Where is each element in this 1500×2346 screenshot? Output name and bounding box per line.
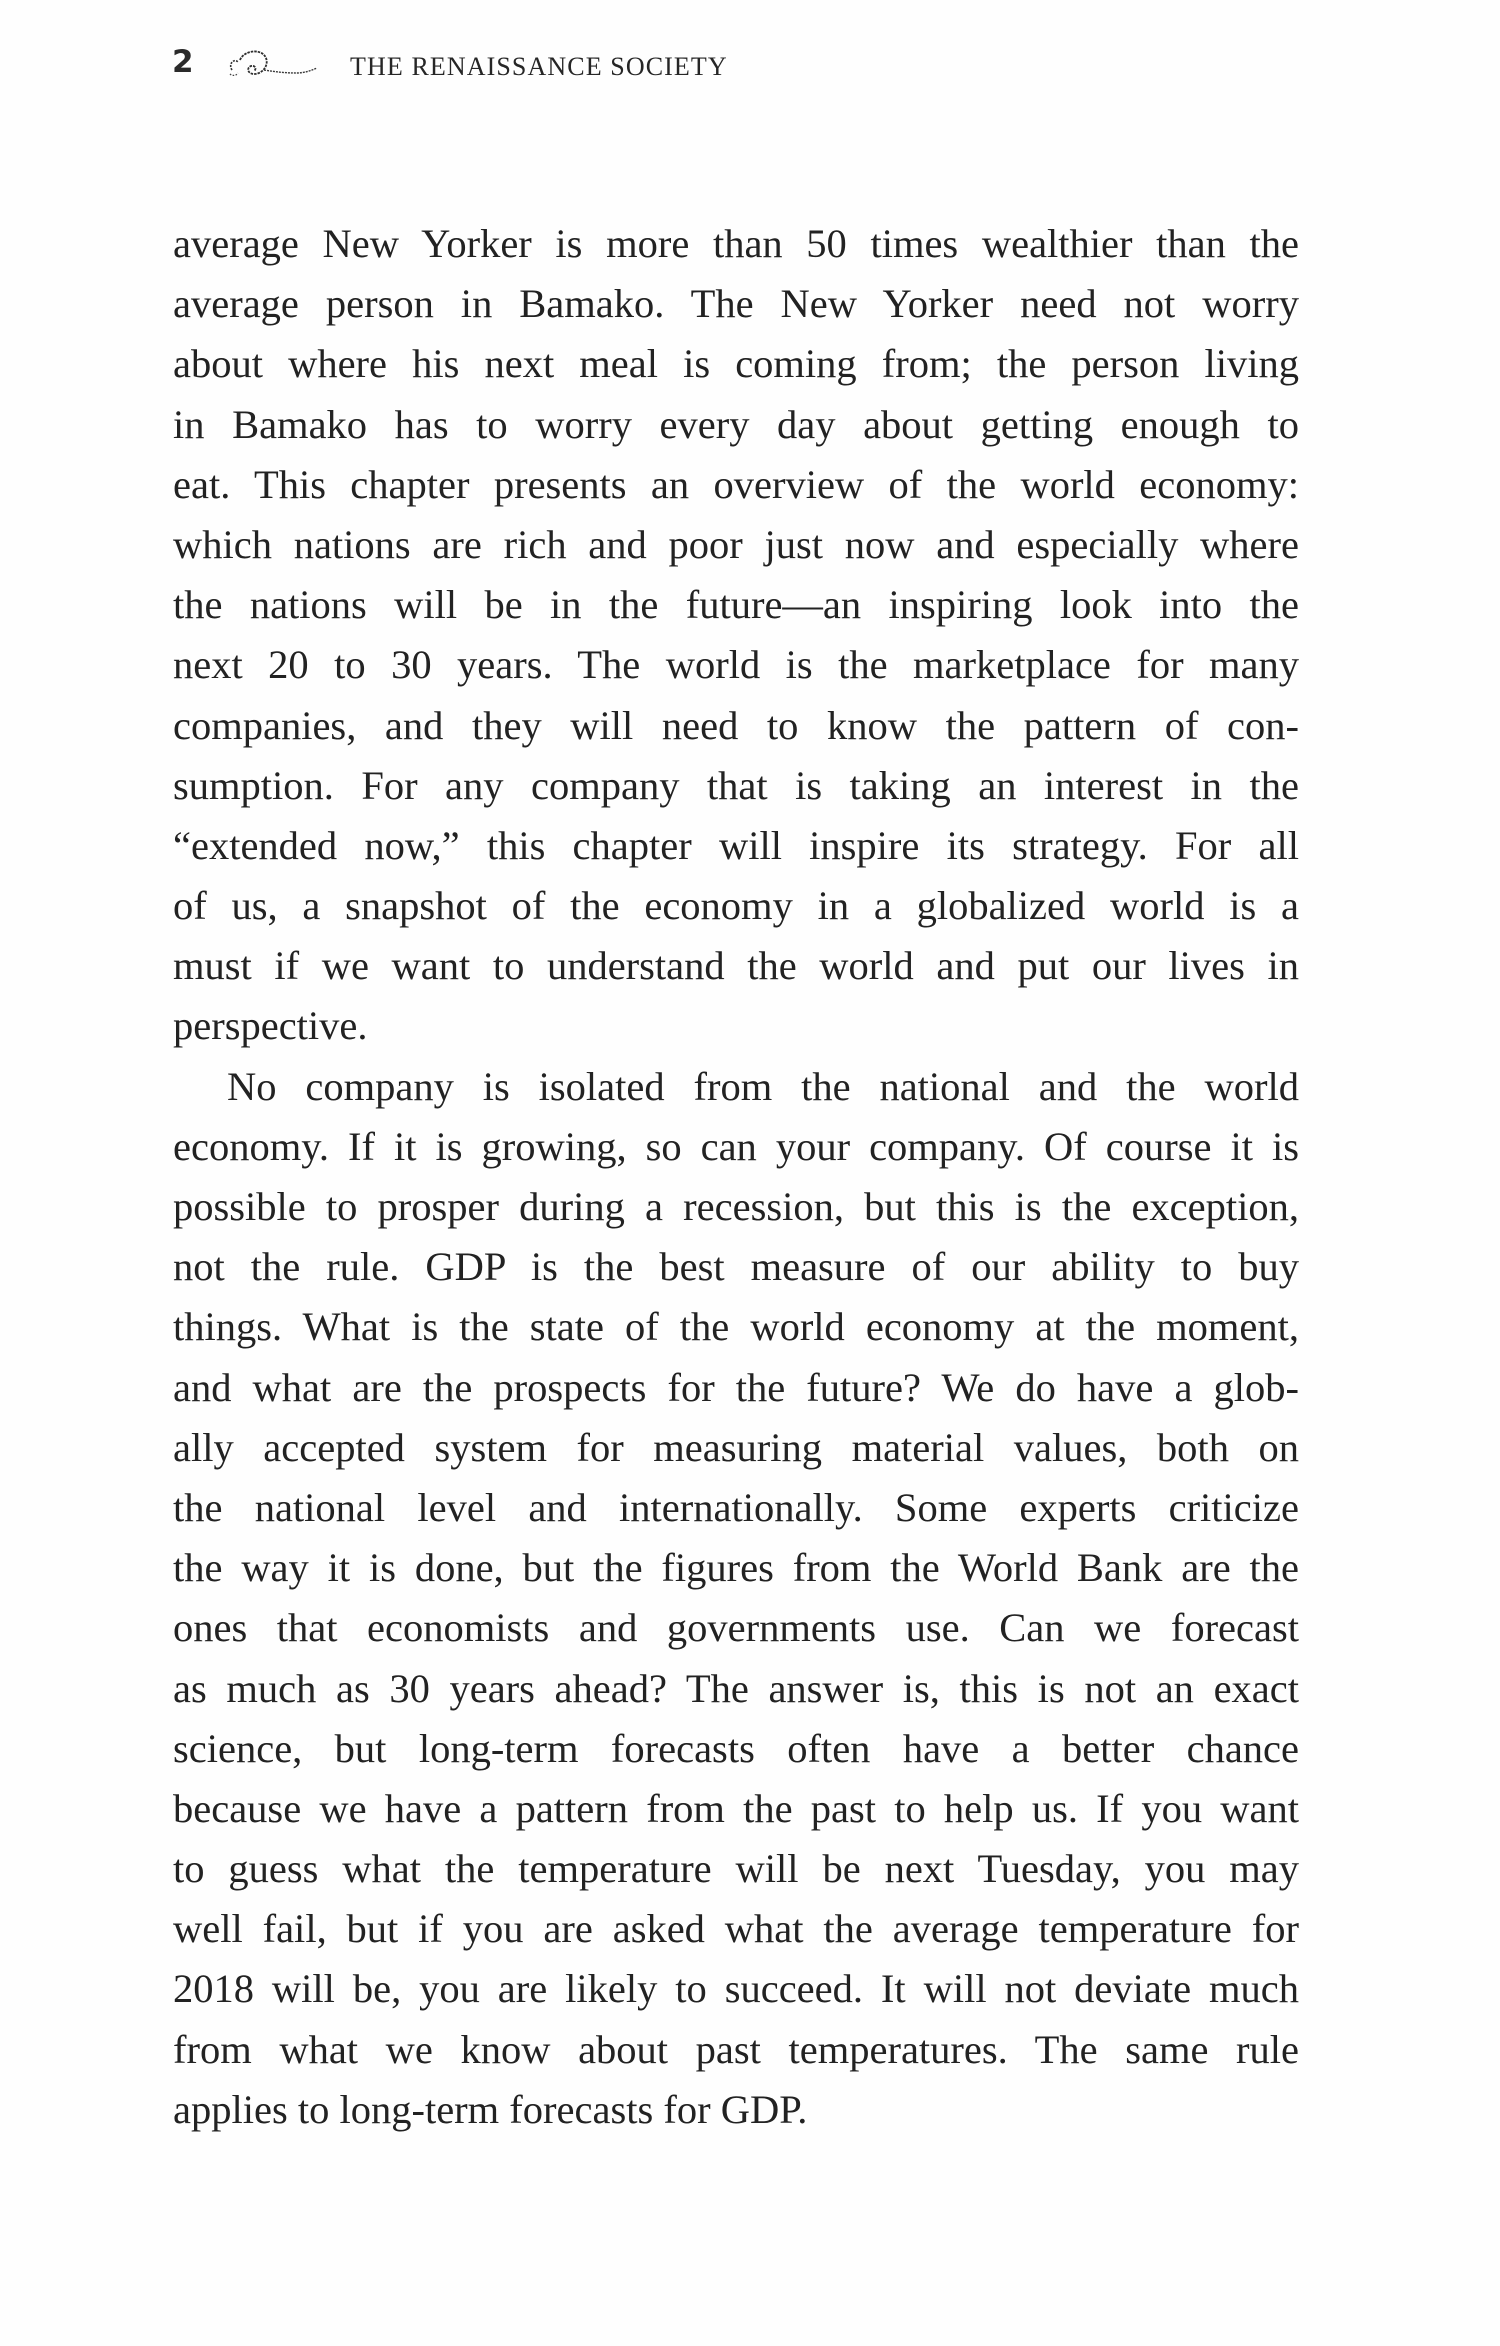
text-line: average New Yorker is more than 50 times wealthier than the — [173, 221, 1299, 266]
text-line: ones that economists and governments use. Can we forecast — [173, 1605, 1299, 1651]
book-title-running-head: THE RENAISSANCE SOCIETY — [350, 52, 728, 81]
text-line: which nations are rich and poor just now and especially where — [173, 521, 1299, 567]
text-line: applies to long-term forecasts for GDP. — [173, 2086, 808, 2132]
text-line: 2018 will be, you are likely to succeed. It will not deviate much — [173, 1966, 1299, 2012]
text-line: because we have a pattern from the past to help us. If you want — [173, 1785, 1299, 1831]
body-text — [173, 214, 1299, 2140]
text-line: well fail, but if you are asked what the average temperature for — [173, 1906, 1299, 1952]
text-line: next 20 to 30 years. The world is the marketplace for many — [173, 642, 1299, 688]
paragraph-1 — [173, 214, 1299, 1057]
text-line: possible to prosper during a recession, but this is the exception, — [173, 1184, 1299, 1229]
text-line: as much as 30 years ahead? The answer is, this is not an exact — [173, 1665, 1299, 1711]
running-head — [172, 42, 872, 92]
text-line: perspective. — [173, 1003, 368, 1049]
text-line: sumption. For any company that is taking an interest in the — [173, 762, 1299, 808]
text-line: ally accepted system for measuring material values, both on — [173, 1424, 1299, 1470]
text-line: average person in Bamako. The New Yorker need not worry — [173, 281, 1299, 327]
text-line: economy. If it is growing, so can your company. Of course it is — [173, 1123, 1299, 1169]
text-line: the way it is done, but the figures from the World Bank are the — [173, 1545, 1299, 1591]
text-line: eat. This chapter presents an overview of the world economy: — [173, 461, 1299, 507]
text-line: from what we know about past temperatures. The same rule — [173, 2026, 1299, 2072]
text-line: to guess what the temperature will be next Tuesday, you may — [173, 1846, 1299, 1892]
paragraph-2 — [173, 1057, 1299, 2140]
text-line: about where his next meal is coming from; the person living — [173, 341, 1299, 387]
text-line: must if we want to understand the world and put our lives in — [173, 943, 1299, 989]
text-line: of us, a snapshot of the economy in a globalized world is a — [173, 883, 1299, 929]
text-line: not the rule. GDP is the best measure of our ability to buy — [173, 1244, 1299, 1290]
text-line: the nations will be in the future—an inspiring look into the — [173, 582, 1299, 628]
text-line: in Bamako has to worry every day about getting enough to — [173, 401, 1299, 447]
text-line: and what are the prospects for the future? We do have a glob- — [173, 1364, 1299, 1410]
swash-ornament-icon — [224, 48, 320, 84]
text-line: science, but long-term forecasts often have a better chance — [173, 1725, 1299, 1771]
page-number: 2 — [172, 44, 194, 80]
text-line: companies, and they will need to know the pattern of con- — [173, 702, 1299, 748]
text-line: “extended now,” this chapter will inspire its strategy. For all — [173, 822, 1299, 868]
text-line: things. What is the state of the world economy at the moment, — [173, 1304, 1299, 1350]
text-line: No company is isolated from the national and the world — [227, 1063, 1299, 1109]
text-line: the national level and internationally. Some experts criticize — [173, 1484, 1299, 1530]
